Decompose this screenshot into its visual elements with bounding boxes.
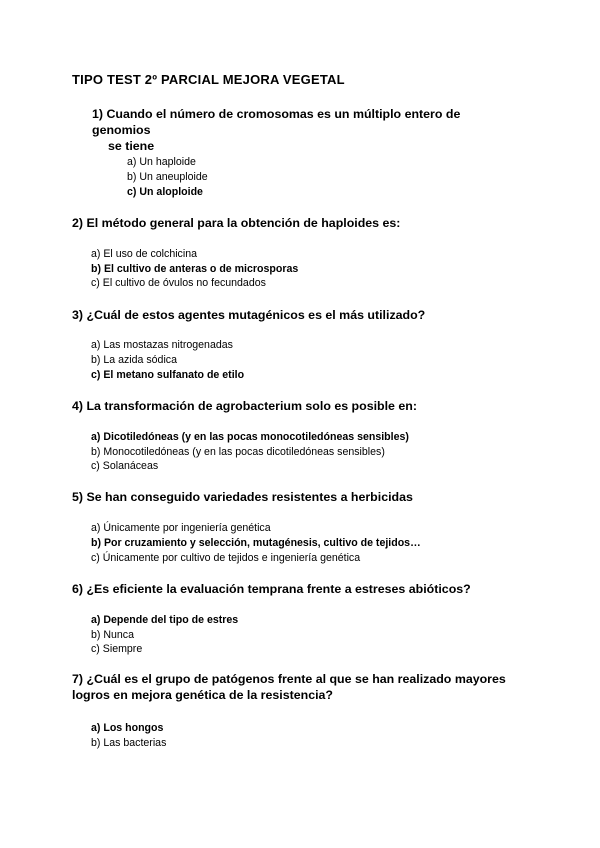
document-title: TIPO TEST 2º PARCIAL MEJORA VEGETAL: [72, 72, 345, 87]
question-5-option-a: a) Únicamente por ingeniería genética: [91, 522, 271, 534]
question-3-option-a: a) Las mostazas nitrogenadas: [91, 339, 233, 351]
question-2-option-b-correct: b) El cultivo de anteras o de microsporas: [91, 263, 299, 275]
question-1-line-1: 1) Cuando el número de cromosomas es un múltiplo entero de genomios: [92, 107, 461, 137]
question-2-option-a: a) El uso de colchicina: [91, 248, 197, 260]
question-4-option-c: c) Solanáceas: [91, 460, 159, 472]
question-2: 2) El método general para la obtención de haploides es:: [72, 216, 401, 230]
question-5-option-b-correct: b) Por cruzamiento y selección, mutagénesis, cultivo de tejidos…: [91, 537, 421, 549]
question-4-option-a-correct: a) Dicotiledóneas (y en las pocas monocotiledóneas sensibles): [91, 431, 409, 443]
question-1-option-c-correct: c) Un aloploide: [127, 186, 203, 198]
question-7-option-a-correct: a) Los hongos: [91, 722, 164, 734]
question-4-option-b: b) Monocotiledóneas (y en las pocas dicotiledóneas sensibles): [91, 446, 385, 458]
question-7-line-2: logros en mejora genética de la resistencia?: [72, 688, 333, 702]
question-1-line-2: se tiene: [108, 139, 155, 153]
question-6-option-b: b) Nunca: [91, 629, 134, 641]
question-3-option-c-correct: c) El metano sulfanato de etilo: [91, 369, 245, 381]
question-7-option-b: b) Las bacterias: [91, 737, 167, 749]
question-5-option-c: c) Únicamente por cultivo de tejidos e ingeniería genética: [91, 552, 361, 564]
question-5: 5) Se han conseguido variedades resistentes a herbicidas: [72, 490, 413, 504]
question-6-option-c: c) Siempre: [91, 643, 143, 655]
question-1-option-b: b) Un aneuploide: [127, 171, 208, 183]
question-6-option-a-correct: a) Depende del tipo de estres: [91, 614, 239, 626]
question-1-option-a: a) Un haploide: [127, 156, 196, 168]
question-4: 4) La transformación de agrobacterium solo es posible en:: [72, 399, 417, 413]
question-2-option-c: c) El cultivo de óvulos no fecundados: [91, 277, 266, 289]
question-7: [72, 671, 542, 703]
question-1: [92, 106, 522, 154]
question-7-line-1: 7) ¿Cuál es el grupo de patógenos frente al que se han realizado mayores: [72, 672, 506, 686]
question-6: 6) ¿Es eficiente la evaluación temprana frente a estreses abióticos?: [72, 582, 471, 596]
question-3: 3) ¿Cuál de estos agentes mutagénicos es el más utilizado?: [72, 308, 426, 322]
question-3-option-b: b) La azida sódica: [91, 354, 177, 366]
